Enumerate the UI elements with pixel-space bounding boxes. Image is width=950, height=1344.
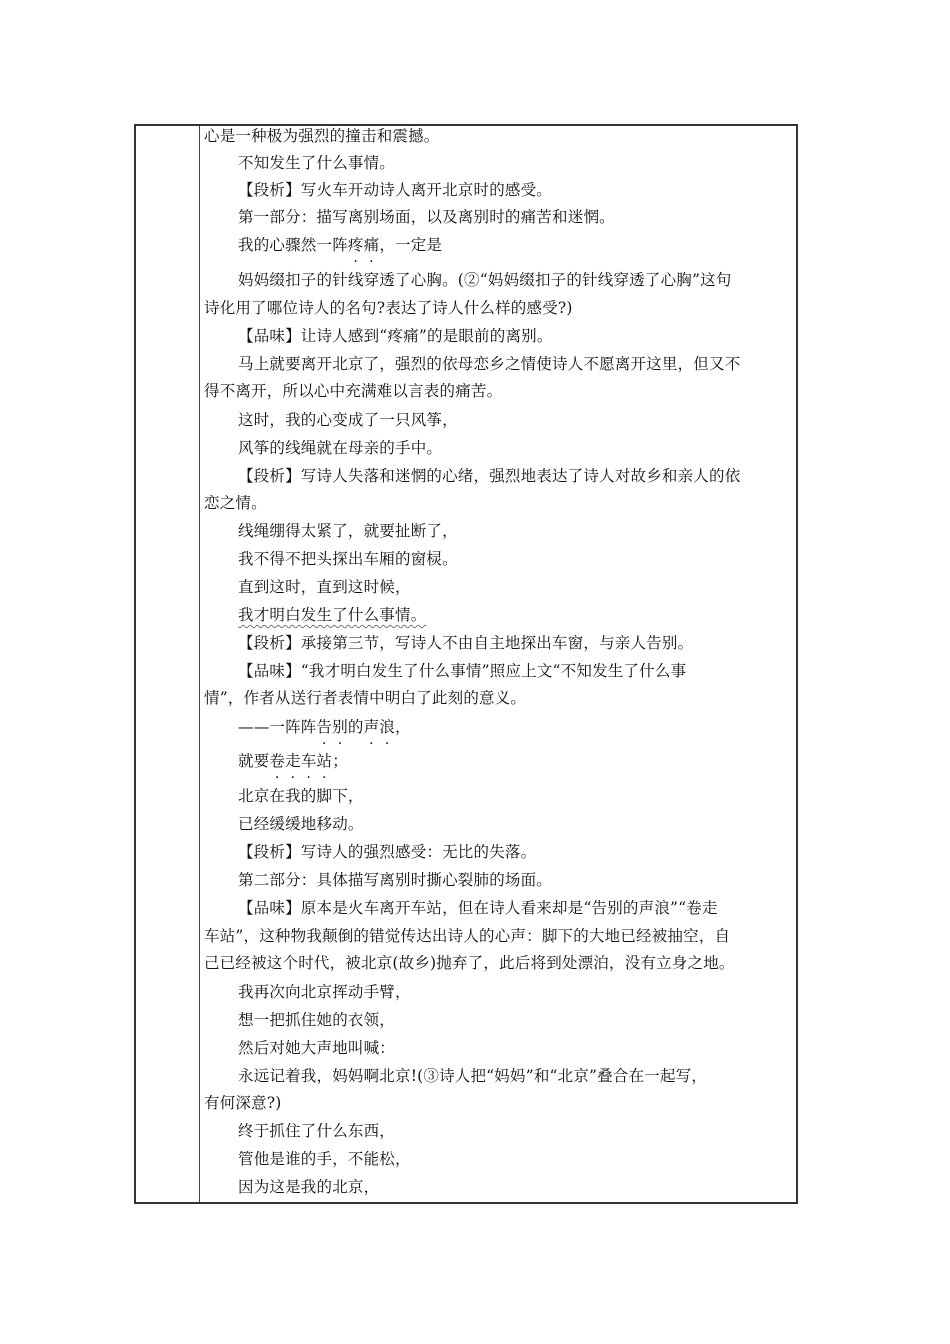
text-line: 情”，作者从送行者表情中明白了此刻的意义。 [204,689,527,707]
text-line: 线绳绷得太紧了，就要扯断了， [238,522,458,540]
text-cell [204,126,784,1202]
text-line: 我再次向北京挥动手臂， [238,983,411,1001]
text-line: 【段析】写诗人的强烈感受：无比的失落。 [238,843,537,861]
text-line: 【段析】写火车开动诗人离开北京时的感受。 [238,181,553,199]
text-line: 恋之情。 [204,494,267,512]
text-line: 得不离开，所以心中充满难以言表的痛苦。 [204,382,503,400]
dotted-char: 走 [285,752,301,770]
text-line: 想一把抓住她的衣领， [238,1011,396,1029]
text-span: ； [332,752,348,770]
text-line: 己已经被这个时代，被北京(故乡)抛弃了，此后将到处漂泊，没有立身之地。 [204,954,735,972]
text-line: 诗化用了哪位诗人的名句?表达了诗人什么样的感受?) [204,299,573,317]
wavy-underlined-text: 我才明白发生了什么事情。 [238,606,427,624]
text-line: 有何深意?) [204,1094,282,1112]
dotted-char: 声 [363,718,380,736]
text-line: 妈妈缀扣子的针线穿透了心胸。(②“妈妈缀扣子的针线穿透了心胸”这句 [238,271,732,289]
lesson-table [134,124,798,1204]
dotted-char: 别 [332,718,348,736]
dotted-char: 痛 [363,236,380,254]
text-span: ， [395,718,411,736]
text-line: 【品味】原本是火车离开车站，但在诗人看来却是“告别的声浪”“卷走 [238,899,718,917]
text-line: 这时，我的心变成了一只风筝， [238,411,458,429]
text-span: 我的心骤然一阵 [238,236,348,254]
text-line: 【品味】“我才明白发生了什么事情”照应上文“不知发生了什么事 [238,662,687,680]
text-line: 不知发生了什么事情。 [238,154,396,172]
text-line: 终于抓住了什么东西， [238,1122,396,1140]
text-line-emphasis [204,747,784,775]
column-divider [199,126,200,1202]
text-span: ，一定是 [379,236,443,254]
dotted-char: 浪 [379,718,396,736]
text-span: 的 [347,718,364,736]
text-line-emphasis [204,231,784,259]
text-line: 风筝的线绳就在母亲的手中。 [238,439,443,457]
text-line: 直到这时，直到这时候， [238,578,411,596]
text-line: 【段析】承接第三节，写诗人不由自主地探出车窗，与亲人告别。 [238,634,694,652]
text-line: 然后对她大声地叫喊： [238,1039,396,1057]
dotted-char: 告 [316,718,333,736]
text-span: 就要 [238,752,270,770]
text-line-wavy [204,601,784,629]
text-line: 已经缓缓地移动。 [238,815,364,833]
text-line: 第二部分：具体描写离别时撕心裂肺的场面。 [238,871,553,889]
dotted-char: 站 [316,752,333,770]
text-line: 我不得不把头探出车厢的窗棂。 [238,550,458,568]
text-line: 管他是谁的手，不能松， [238,1150,411,1168]
dotted-char: 车 [300,752,317,770]
text-line: 【品味】让诗人感到“疼痛”的是眼前的离别。 [238,327,553,345]
text-line: 【段析】写诗人失落和迷惘的心绪，强烈地表达了诗人对故乡和亲人的依 [238,467,741,485]
text-span: ——一阵阵 [238,718,317,736]
text-line-emphasis [204,713,784,741]
text-line: 北京在我的脚下， [238,787,364,805]
dotted-char: 疼 [347,236,364,254]
text-line: 心是一种极为强烈的撞击和震撼。 [204,127,440,145]
text-line: 第一部分：描写离别场面，以及离别时的痛苦和迷惘。 [238,208,615,226]
text-line: 马上就要离开北京了，强烈的依母恋乡之情使诗人不愿离开这里，但又不 [238,355,741,373]
text-line: 永远记着我，妈妈啊北京!(③诗人把“妈妈”和“北京”叠合在一起写， [238,1067,708,1085]
text-line: 因为这是我的北京， [238,1178,380,1196]
dotted-char: 卷 [269,752,286,770]
text-line: 车站”，这种物我颠倒的错觉传达出诗人的心声：脚下的大地已经被抽空，自 [204,927,731,945]
